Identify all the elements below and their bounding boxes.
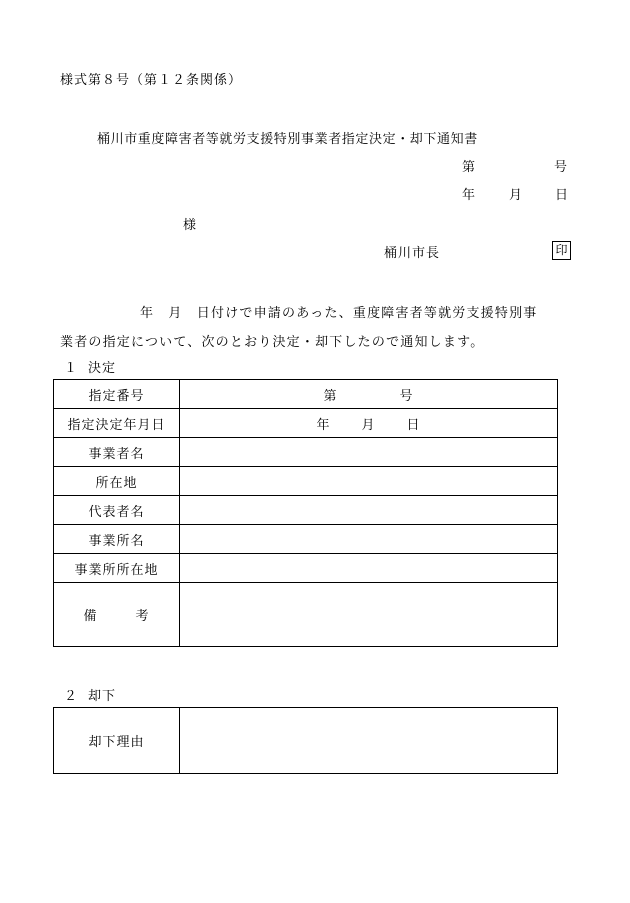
decision-year: 年: [316, 417, 331, 433]
office-name-cell[interactable]: [180, 525, 558, 554]
row-label-office-address: 事業所所在地: [54, 554, 180, 583]
issue-year: 年: [462, 188, 477, 203]
office-address-cell[interactable]: [180, 554, 558, 583]
decision-date-cell[interactable]: [180, 409, 558, 438]
addressee: 様: [183, 218, 198, 233]
table-row: [54, 496, 558, 525]
row-label-decision-date: 指定決定年月日: [54, 409, 180, 438]
rejection-section-title: 却下: [88, 689, 117, 704]
table-row: [54, 409, 558, 438]
remarks-label-b: 考: [135, 609, 150, 624]
table-row: [54, 438, 558, 467]
table-row: [54, 525, 558, 554]
decision-day: 日: [406, 417, 421, 433]
row-label-business-name: 事業者名: [54, 438, 180, 467]
notice-body: [60, 299, 537, 357]
row-label-remarks: [54, 583, 180, 647]
rejection-reason-cell[interactable]: [180, 708, 558, 774]
notice-body-line-1: 年 月 日付けで申請のあった、重度障害者等就労支援特別事: [140, 306, 538, 321]
number-suffix: 号: [553, 160, 568, 175]
decision-heading: [64, 357, 116, 376]
remarks-label-a: 備: [83, 609, 98, 624]
table-row: [54, 708, 558, 774]
row-label-representative: 代表者名: [54, 496, 180, 525]
table-row: [54, 583, 558, 647]
rejection-section-number: ２: [64, 689, 79, 704]
table-row: [54, 380, 558, 409]
designation-number-suffix: 号: [399, 388, 414, 404]
decision-month: 月: [361, 417, 376, 433]
form-number: 様式第８号（第１２条関係）: [60, 73, 243, 88]
row-label-office-name: 事業所名: [54, 525, 180, 554]
seal-mark: 印: [552, 241, 571, 260]
decision-table: [53, 379, 558, 647]
decision-section-number: １: [64, 361, 79, 376]
issuer-name: 桶川市長: [384, 246, 441, 261]
rejection-heading: [64, 685, 116, 704]
table-row: [54, 554, 558, 583]
issue-month: 月: [509, 188, 524, 203]
document-number: [462, 156, 568, 175]
business-name-cell[interactable]: [180, 438, 558, 467]
row-label-designation-number: 指定番号: [54, 380, 180, 409]
document-title: 桶川市重度障害者等就労支援特別事業者指定決定・却下通知書: [97, 132, 478, 147]
notice-body-line-2: 業者の指定について、次のとおり決定・却下したので通知します。: [60, 335, 485, 350]
row-label-address: 所在地: [54, 467, 180, 496]
number-prefix: 第: [462, 160, 477, 175]
designation-number-cell[interactable]: [180, 380, 558, 409]
decision-section-title: 決定: [88, 361, 117, 376]
remarks-cell[interactable]: [180, 583, 558, 647]
table-row: [54, 467, 558, 496]
rejection-table: [53, 707, 558, 774]
representative-cell[interactable]: [180, 496, 558, 525]
issue-day: 日: [555, 188, 570, 203]
address-cell[interactable]: [180, 467, 558, 496]
designation-number-prefix: 第: [323, 388, 338, 404]
row-label-rejection-reason: 却下理由: [54, 708, 180, 774]
